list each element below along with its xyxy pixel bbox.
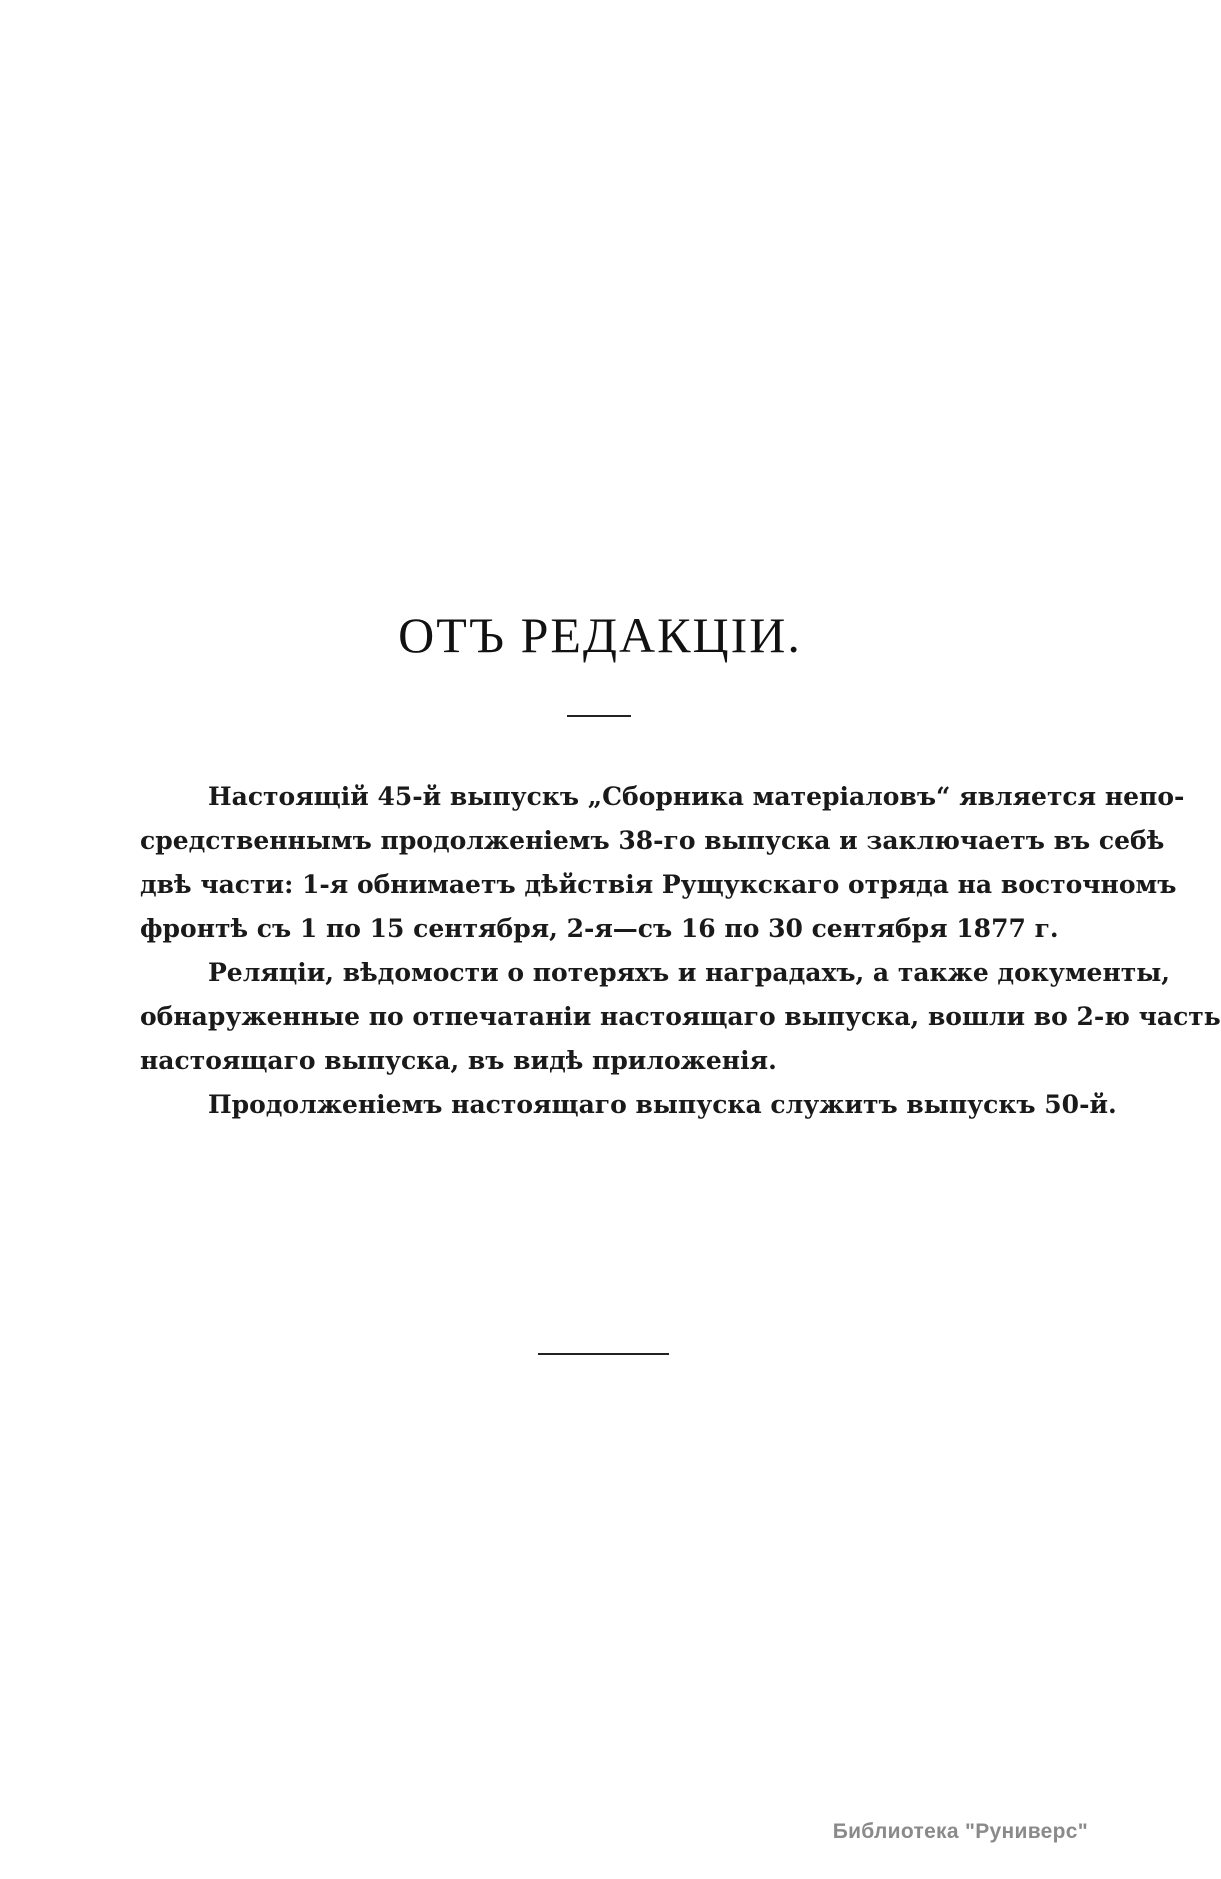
paragraph-1-line-1: Настоящiй 45-й выпускъ „Сборника матерiаловъ“ является непо- [208, 782, 1185, 811]
title-divider [567, 715, 631, 717]
paragraph-2-line-1: Реляцiи, вѣдомости о потеряхъ и наградахъ, а также документы, [208, 958, 1170, 987]
page-title: ОТЪ РЕДАКЦIИ. [398, 607, 802, 663]
end-divider [538, 1353, 669, 1355]
paragraph-2-line-2: обнаруженные по отпечатанiи настоящаго выпуска, вошли во 2-ю часть [140, 1002, 1221, 1031]
paragraph-1-line-4: фронтѣ съ 1 по 15 сентября, 2-я—съ 16 по 30 сентября 1877 г. [140, 914, 1059, 943]
paragraph-2-line-3: настоящаго выпуска, въ видѣ приложенiя. [140, 1046, 777, 1075]
paragraph-3-line-1: Продолженiемъ настоящаго выпуска служитъ выпускъ 50-й. [208, 1090, 1117, 1119]
paragraph-1-line-3: двѣ части: 1-я обнимаетъ дѣйствiя Рущукскаго отряда на восточномъ [140, 870, 1177, 899]
library-watermark: Библиотека "Руниверс" [832, 1820, 1088, 1843]
paragraph-1-line-2: средственнымъ продолженiемъ 38-го выпуска и заключаетъ въ себѣ [140, 826, 1165, 855]
editorial-note-body [140, 775, 1221, 1127]
